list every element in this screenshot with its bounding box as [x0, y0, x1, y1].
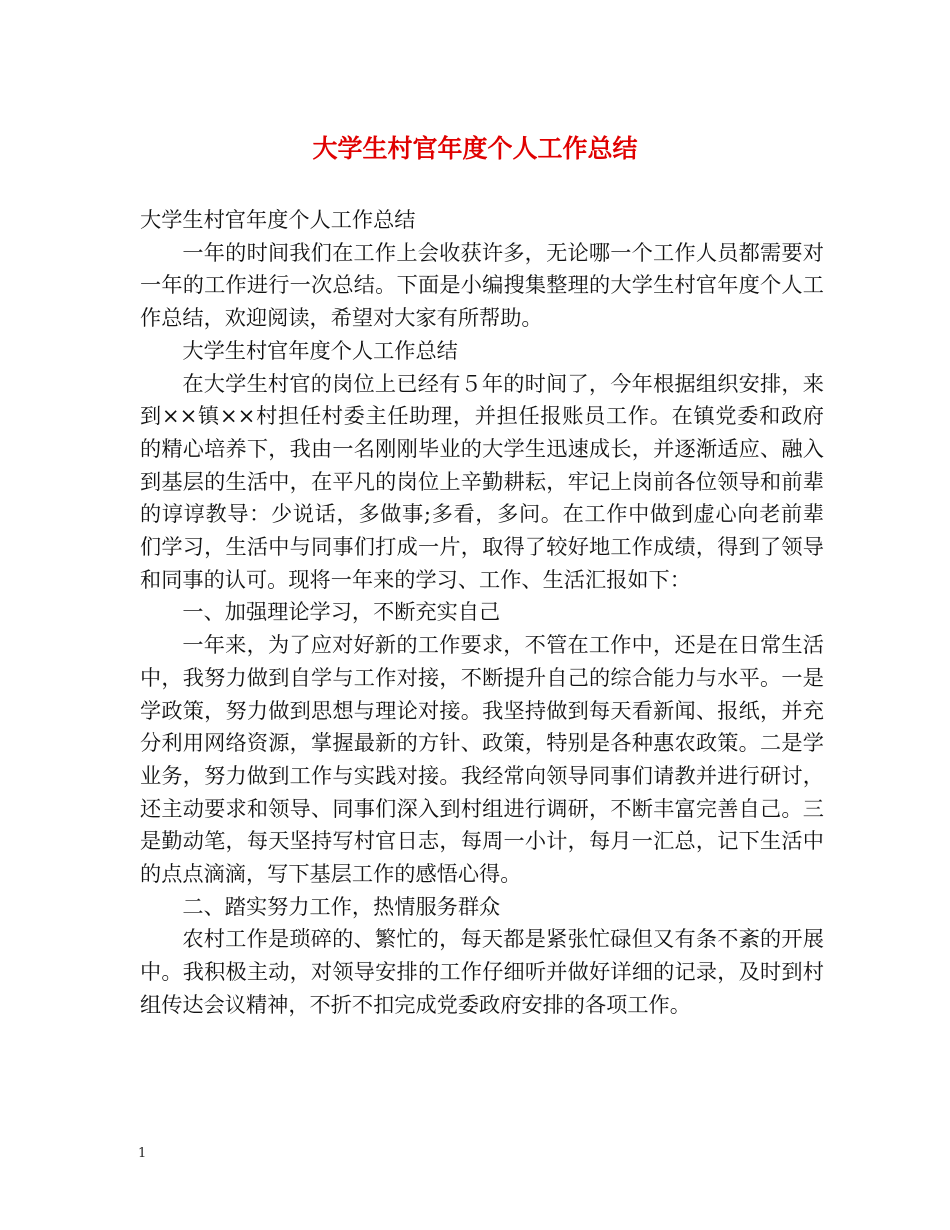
- section-heading-1: 一、加强理论学习，不断充实自己: [182, 599, 501, 625]
- page-number: 1: [138, 1146, 147, 1161]
- paragraph-section-2: 农村工作是琐碎的、繁忙的，每天都是紧张忙碌但又有条不紊的开展中。我积极主动，对领导安排的工作仔细听并做好详细的记录，及时到村组传达会议精神，不折不扣完成党委政府安排的各项工作。: [140, 926, 824, 1017]
- paragraph-section-1: 一年来，为了应对好新的工作要求，不管在工作中，还是在日常生活中，我努力做到自学与工作对接，不断提升自己的综合能力与水平。一是学政策，努力做到思想与理论对接。我坚持做到每天看新闻、报纸，并充分利用网络资源，掌握最新的方针、政策，特别是各种惠农政策。二是学业务，努力做到工作与实践对接。我经常向领导同事们请教并进行研讨，还主动要求和领导、同事们深入到村组进行调研，不断丰富完善自己。三是勤动笔，每天坚持写村官日志，每周一小计，每月一汇总，记下生活中的点点滴滴，写下基层工作的感悟心得。: [140, 632, 824, 887]
- paragraph-subtitle: 大学生村官年度个人工作总结: [182, 337, 458, 363]
- document-title: 大学生村官年度个人工作总结: [312, 134, 638, 163]
- document-body: [140, 204, 824, 1022]
- paragraph-heading: 大学生村官年度个人工作总结: [140, 207, 416, 232]
- paragraph-overview: 在大学生村官的岗位上已经有５年的时间了，今年根据组织安排，来到××镇××村担任村委主任助理，并担任报账员工作。在镇党委和政府的精心培养下，我由一名刚刚毕业的大学生迅速成长，并逐渐适应、融入到基层的生活中，在平凡的岗位上辛勤耕耘，牢记上岗前各位领导和前辈的谆谆教导：少说话，多做事;多看，多问。在工作中做到虚心向老前辈们学习，生活中与同事们打成一片，取得了较好地工作成绩，得到了领导和同事的认可。现将一年来的学习、工作、生活汇报如下：: [140, 370, 824, 592]
- paragraph-intro: 一年的时间我们在工作上会收获许多，无论哪一个工作人员都需要对一年的工作进行一次总结。下面是小编搜集整理的大学生村官年度个人工作总结，欢迎阅读，希望对大家有所帮助。: [140, 239, 824, 331]
- section-heading-2: 二、踏实努力工作，热情服务群众: [182, 893, 501, 919]
